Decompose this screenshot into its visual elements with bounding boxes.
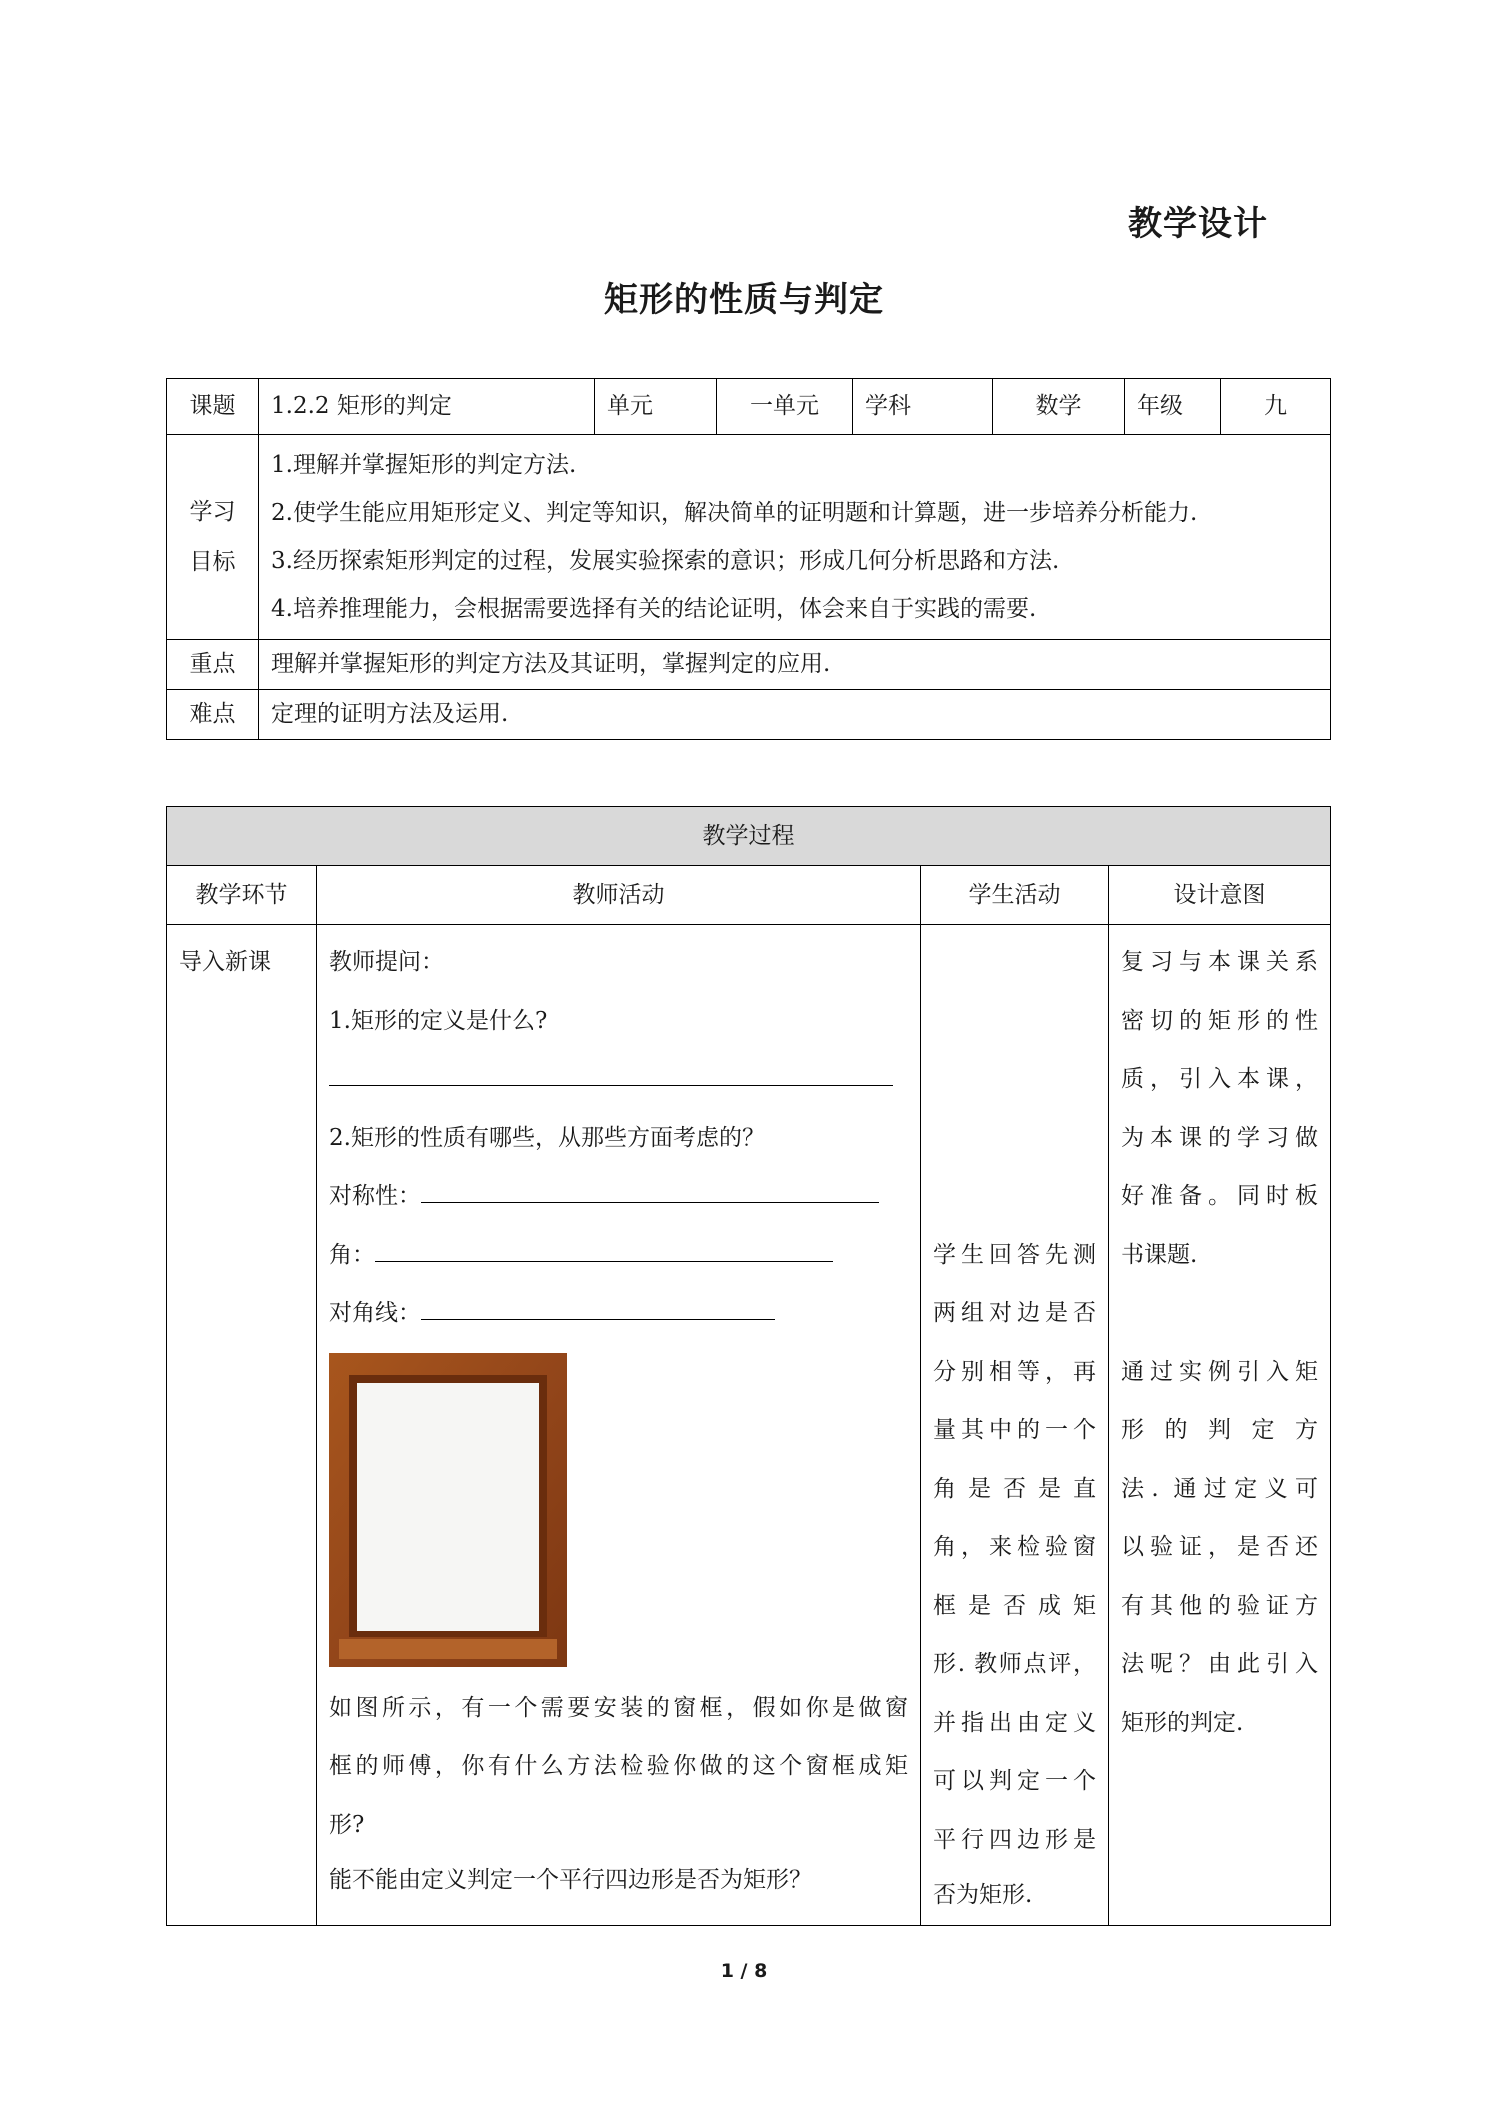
teacher-line: 教师提问：	[329, 949, 444, 975]
intent-line: 法. 通过定义可	[1121, 1475, 1318, 1502]
topic-label: 课题	[167, 379, 259, 435]
goals-label-line-2: 目标	[189, 549, 236, 575]
intent-line: 有其他的验证方	[1121, 1592, 1318, 1619]
key-points-value: 理解并掌握矩形的判定方法及其证明，掌握判定的应用.	[259, 640, 1331, 690]
diagonal-label: 对角线：	[329, 1300, 421, 1326]
intent-line: 复习与本课关系	[1121, 949, 1318, 975]
doc-type-heading: 教学设计	[1128, 204, 1268, 244]
teacher-paragraph-line: 形?	[329, 1811, 365, 1838]
subject-value: 数学	[993, 379, 1125, 435]
page-title: 矩形的性质与判定	[604, 280, 884, 320]
student-line: 可以判定一个	[933, 1768, 1096, 1794]
difficulty-value: 定理的证明方法及运用.	[259, 690, 1331, 740]
column-header-row	[167, 866, 1331, 925]
stage-cell	[167, 925, 317, 1926]
answer-blank-line	[329, 1059, 893, 1086]
intent-line: 形的判定方	[1121, 1417, 1318, 1443]
intent-line: 好准备。同时板	[1121, 1183, 1318, 1209]
intent-line: 矩形的判定.	[1121, 1709, 1244, 1736]
frame-sill	[339, 1639, 557, 1659]
angle-row	[329, 1226, 908, 1285]
page-number: 1 / 8	[720, 1960, 768, 1982]
window-frame-image	[329, 1353, 567, 1667]
student-line: 角是否是直	[933, 1475, 1096, 1502]
student-line: 否为矩形.	[933, 1882, 1033, 1908]
process-header-row	[167, 807, 1331, 866]
unit-value: 一单元	[717, 379, 853, 435]
student-line: 框是否成矩	[933, 1592, 1096, 1619]
student-line: 平行四边形是	[933, 1826, 1096, 1853]
goal-item: 1.理解并掌握矩形的判定方法.	[271, 452, 577, 478]
design-intent-cell	[1109, 925, 1331, 1926]
intent-gap	[1121, 1284, 1318, 1343]
student-activity-cell	[921, 925, 1109, 1926]
info-row-basic	[167, 379, 1331, 435]
grade-value: 九	[1221, 379, 1331, 435]
goals-list	[259, 435, 1331, 640]
teacher-final-question: 能不能由定义判定一个平行四边形是否为矩形？	[329, 1867, 812, 1893]
teacher-line: 1.矩形的定义是什么?	[329, 1007, 548, 1034]
student-line: 量其中的一个	[933, 1417, 1096, 1443]
symmetry-row	[329, 1167, 908, 1226]
frame-glass	[357, 1383, 539, 1631]
teacher-activity-cell	[317, 925, 921, 1926]
symmetry-blank-line	[421, 1176, 879, 1203]
student-line: 两组对边是否	[933, 1300, 1096, 1326]
process-row-intro	[167, 925, 1331, 1926]
angle-label: 角：	[329, 1241, 375, 1268]
diagonal-blank-line	[421, 1293, 775, 1320]
student-spacer	[933, 933, 1096, 1226]
teacher-paragraph-line: 框的师傅，你有什么方法检验你做的这个窗框成矩	[329, 1753, 908, 1779]
difficulty-label: 难点	[167, 690, 259, 740]
column-header-stage: 教学环节	[167, 866, 317, 925]
lesson-info-table	[166, 378, 1331, 740]
angle-blank-line	[375, 1235, 833, 1262]
teacher-paragraph-line: 如图所示，有一个需要安装的窗框，假如你是做窗	[329, 1694, 908, 1721]
process-header: 教学过程	[167, 807, 1331, 866]
answer-blank-row	[329, 1050, 908, 1109]
student-line: 学生回答先测	[933, 1241, 1096, 1268]
student-line: 分别相等，再	[933, 1358, 1096, 1385]
info-row-difficulty	[167, 690, 1331, 740]
intent-line: 密切的矩形的性	[1121, 1007, 1318, 1034]
symmetry-label: 对称性：	[329, 1183, 421, 1209]
goal-item: 2.使学生能应用矩形定义、判定等知识，解决简单的证明题和计算题，进一步培养分析能力.	[271, 500, 1198, 526]
student-line: 并指出由定义	[933, 1709, 1096, 1736]
intent-line: 法呢？由此引入	[1121, 1651, 1318, 1677]
info-row-key-points	[167, 640, 1331, 690]
stage-name: 导入新课	[179, 949, 271, 975]
unit-label: 单元	[595, 379, 717, 435]
goal-item: 3.经历探索矩形判定的过程，发展实验探索的意识；形成几何分析思路和方法.	[271, 548, 1060, 574]
grade-label: 年级	[1125, 379, 1221, 435]
intent-line: 书课题.	[1121, 1241, 1198, 1268]
column-header-student: 学生活动	[921, 866, 1109, 925]
intent-line: 通过实例引入矩	[1121, 1358, 1318, 1385]
teacher-line: 2.矩形的性质有哪些，从那些方面考虑的？	[329, 1124, 765, 1151]
info-row-goals	[167, 435, 1331, 640]
student-line: 形. 教师点评，	[933, 1651, 1096, 1677]
column-header-intent: 设计意图	[1109, 866, 1331, 925]
teaching-process-table	[166, 806, 1331, 1926]
goal-item: 4.培养推理能力，会根据需要选择有关的结论证明，体会来自于实践的需要.	[271, 596, 1037, 622]
column-header-teacher: 教师活动	[317, 866, 921, 925]
diagonal-row	[329, 1284, 908, 1343]
goals-label-line-1: 学习	[189, 498, 236, 525]
intent-line: 质，引入本课，	[1121, 1066, 1318, 1092]
topic-value: 1.2.2 矩形的判定	[259, 379, 595, 435]
key-points-label: 重点	[167, 640, 259, 690]
goals-label	[167, 435, 259, 640]
student-line: 角，来检验窗	[933, 1534, 1096, 1560]
intent-line: 以验证，是否还	[1121, 1534, 1318, 1560]
subject-label: 学科	[853, 379, 993, 435]
intent-line: 为本课的学习做	[1121, 1124, 1318, 1151]
